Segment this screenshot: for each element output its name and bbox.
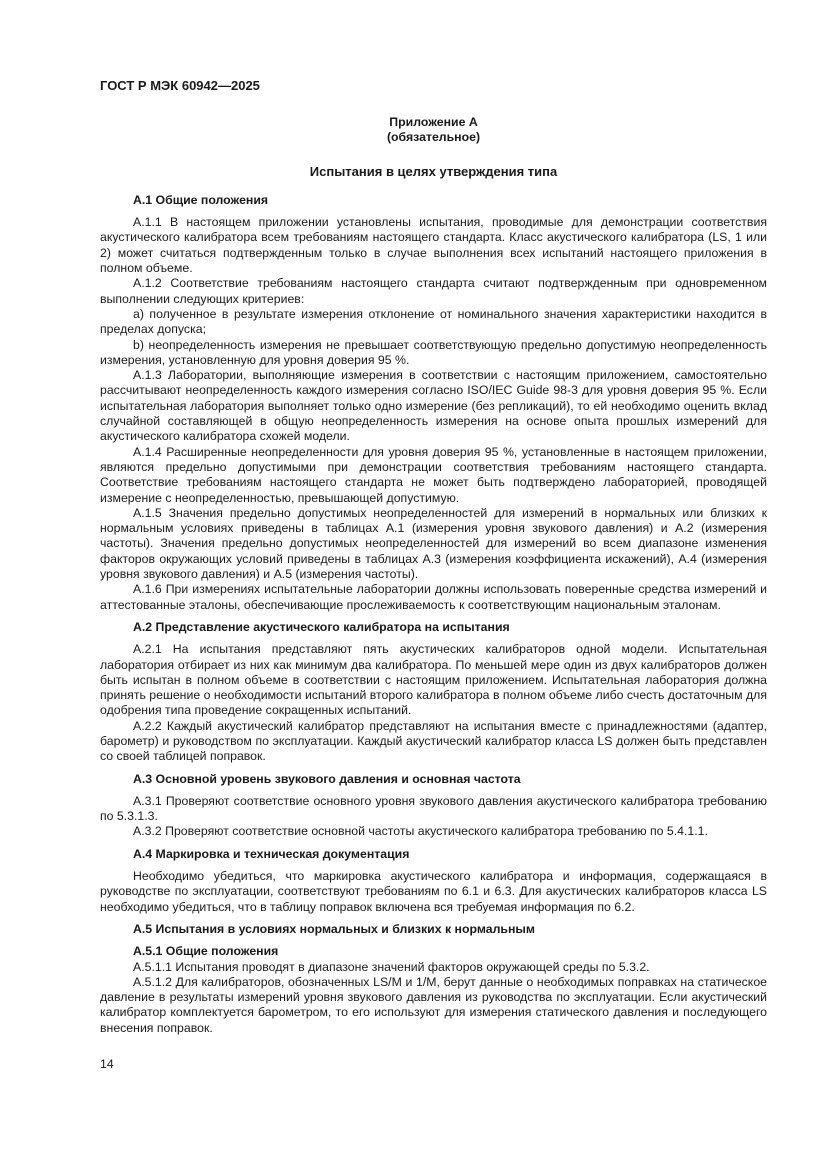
paragraph: А.1.4 Расширенные неопределенности для уровня доверия 95 %, установленные в настоящем приложении, являются предельно допустимыми при демонстрации соответствия требованиям настоящего стандарта. Соответствие требованиям настоящего стандарта не может быть подтверждено лабораторией, проводящей измерение с неопределенностью, превышающей допустимую. bbox=[100, 444, 767, 505]
subsection-heading-a5-1: А.5.1 Общие положения bbox=[133, 944, 279, 959]
appendix-status: (обязательное) bbox=[386, 130, 481, 145]
paragraph: А.2.1 На испытания представляют пять акустических калибраторов одной модели. Испытательная лаборатория отбирает из них как минимум два калибратора. По меньшей мере один из двух калибраторов должен быть испытан в полном объеме в соответствии с настоящим приложением. Испытательная лаборатория должна принять решение о необходимости испытаний второго калибратора в полном объеме либо счесть достаточным для одобрения типа проведение сокращенных испытаний. bbox=[100, 642, 767, 718]
list-item: b) неопределенность измерения не превышает соответствующую предельно допустимую неопределенность измерения, установленную для уровня доверия 95 %. bbox=[100, 337, 767, 367]
paragraph: А.1.3 Лаборатории, выполняющие измерения в соответствии с настоящим приложением, самостоятельно рассчитывают неопределенность каждого измерения согласно ISO/IEC Guide 98-3 для уровня доверия 95 %. Если испытательная лаборатория выполняет только одно измерение (без репликаций), то ей необходимо оценить вклад случайной составляющей в общую неопределенность измерения на основе опыта прошлых измерений для акустического калибратора схожей модели. bbox=[100, 368, 767, 444]
paragraph: А.1.6 При измерениях испытательные лаборатории должны использовать поверенные средства измерений и аттестованные эталоны, обеспечивающие прослеживаемость к соответствующим национальным эталонам. bbox=[100, 582, 767, 612]
page-content bbox=[100, 115, 767, 1036]
paragraph: А.2.2 Каждый акустический калибратор представляют на испытания вместе с принадлежностями (адаптер, барометр) и руководством по эксплуатации. Каждый акустический калибратор класса LS должен быть представлен со своей таблицей поправок. bbox=[100, 718, 767, 764]
list-item: а) полученное в результате измерения отклонение от номинального значения характеристики находится в пределах допуска; bbox=[100, 306, 767, 337]
paragraph: А.3.2 Проверяют соответствие основной частоты акустического калибратора требованию по 5.4.1.1. bbox=[133, 824, 708, 839]
main-title: Испытания в целях утверждения типа bbox=[309, 163, 558, 179]
paragraph: А.5.1.1 Испытания проводят в диапазоне значений факторов окружающей среды по 5.3.2. bbox=[133, 959, 650, 974]
paragraph: А.5.1.2 Для калибраторов, обозначенных LS/M и 1/M, берут данные о необходимых поправках на статическое давление в результаты измерений уровня звукового давления из руководства по эксплуатации. Если акустический калибратор комплектуется барометром, то его используют для измерения статического давления и последующего внесения поправок. bbox=[100, 974, 767, 1035]
page-number: 14 bbox=[100, 1057, 114, 1071]
paragraph: А.1.5 Значения предельно допустимых неопределенностей для измерений в нормальных или близких к нормальным условиях приведены в таблицах А.1 (измерения уровня звукового давления) и А.2 (измерения частоты). Значения предельно допустимых неопределенностей для измерений во всем диапазоне изменения факторов окружающих условий приведены в таблицах А.3 (измерения коэффициента искажений), А.4 (измерения уровня звукового давления) и А.5 (измерения частоты). bbox=[100, 505, 767, 582]
paragraph: А.1.1 В настоящем приложении установлены испытания, проводимые для демонстрации соответствия акустического калибратора всем требованиям настоящего стандарта. Класс акустического калибратора (LS, 1 или 2) может считаться подтвержденным только в случае выполнения всех испытаний настоящего приложения в полном объеме. bbox=[100, 215, 767, 276]
paragraph: А.1.2 Соответствие требованиям настоящего стандарта считают подтвержденным при одновременном выполнении следующих критериев: bbox=[100, 276, 767, 306]
paragraph: А.3.1 Проверяют соответствие основного уровня звукового давления акустического калибратора требованию по 5.3.1.3. bbox=[100, 793, 767, 824]
section-heading-a5: А.5 Испытания в условиях нормальных и близких к нормальным bbox=[133, 921, 536, 936]
section-heading-a3: А.3 Основной уровень звукового давления и основная частота bbox=[133, 771, 521, 786]
section-heading-a2: А.2 Представление акустического калибратора на испытания bbox=[133, 619, 510, 634]
section-heading-a4: А.4 Маркировка и техническая документация bbox=[133, 846, 410, 861]
section-heading-a1: А.1 Общие положения bbox=[133, 192, 269, 207]
document-code: ГОСТ Р МЭК 60942—2025 bbox=[100, 78, 260, 93]
paragraph: Необходимо убедиться, что маркировка акустического калибратора и информация, содержащаяся в руководстве по эксплуатации, соответствуют требованиям по 6.1 и 6.3. Для акустических калибраторов класса LS необходимо убедиться, что в таблицу поправок включена вся требуемая информация по 6.2. bbox=[100, 869, 767, 914]
appendix-title: Приложение А bbox=[389, 115, 478, 129]
